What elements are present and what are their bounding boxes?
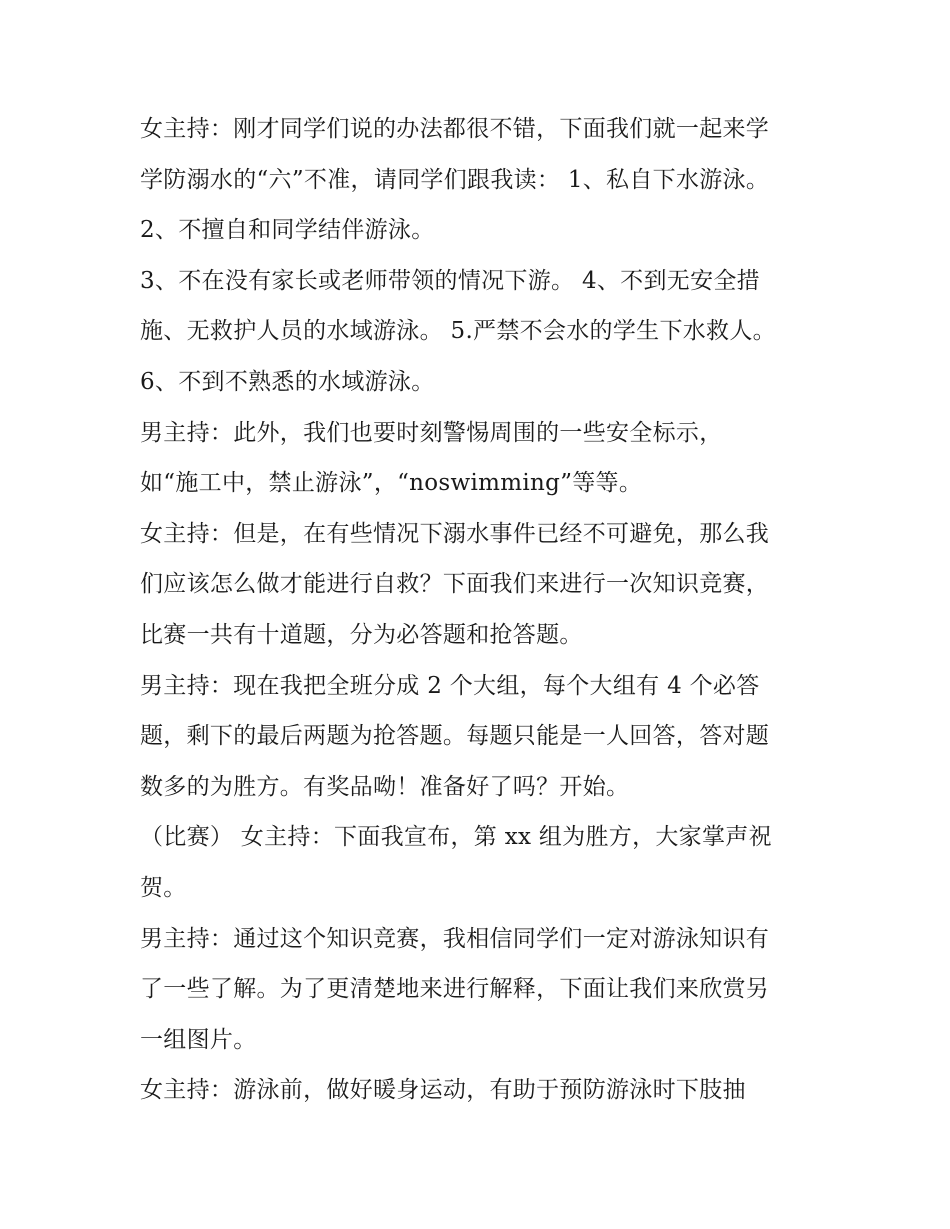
text-line: 如“施工中，禁止游泳”，“noswimming”等等。	[140, 470, 643, 497]
text-line: 数多的为胜方。有奖品呦！准备好了吗？开始。	[140, 773, 630, 800]
text-line: 3、不在没有家长或老师带领的情况下游。 4、不到无安全措	[140, 267, 760, 294]
text-line: 比赛一共有十道题，分为必答题和抢答题。	[140, 621, 583, 648]
text-line: 题，剩下的最后两题为抢答题。每题只能是一人回答，答对题	[140, 723, 770, 750]
text-line: 女主持：游泳前，做好暖身运动，有助于预防游泳时下肢抽	[140, 1077, 746, 1104]
text-line: 男主持：现在我把全班分成 2 个大组，每个大组有 4 个必答	[140, 672, 760, 699]
text-line: 男主持：此外，我们也要时刻警惕周围的一些安全标示，	[140, 419, 723, 446]
document-page	[140, 104, 830, 1116]
text-line: 女主持：但是，在有些情况下溺水事件已经不可避免，那么我	[140, 520, 770, 547]
text-line: 2、不擅自和同学结伴游泳。	[140, 217, 435, 244]
text-line: 学防溺水的“六”不准，请同学们跟我读： 1、私自下水游泳。	[140, 166, 770, 193]
text-line: （比赛） 女主持：下面我宣布，第 xx 组为胜方，大家掌声祝	[140, 824, 772, 851]
text-line: 6、不到不熟悉的水域游泳。	[140, 368, 435, 395]
text-line: 施、无救护人员的水域游泳。 5.严禁不会水的学生下水救人。	[140, 318, 776, 345]
text-line: 一组图片。	[140, 1026, 257, 1053]
text-line: 贺。	[140, 874, 187, 901]
text-line: 了一些了解。为了更清楚地来进行解释，下面让我们来欣赏另	[140, 976, 770, 1003]
text-line: 男主持：通过这个知识竞赛，我相信同学们一定对游泳知识有	[140, 925, 770, 952]
text-line: 们应该怎么做才能进行自救？下面我们来进行一次知识竞赛，	[140, 571, 770, 598]
text-line: 女主持：刚才同学们说的办法都很不错，下面我们就一起来学	[140, 116, 770, 142]
